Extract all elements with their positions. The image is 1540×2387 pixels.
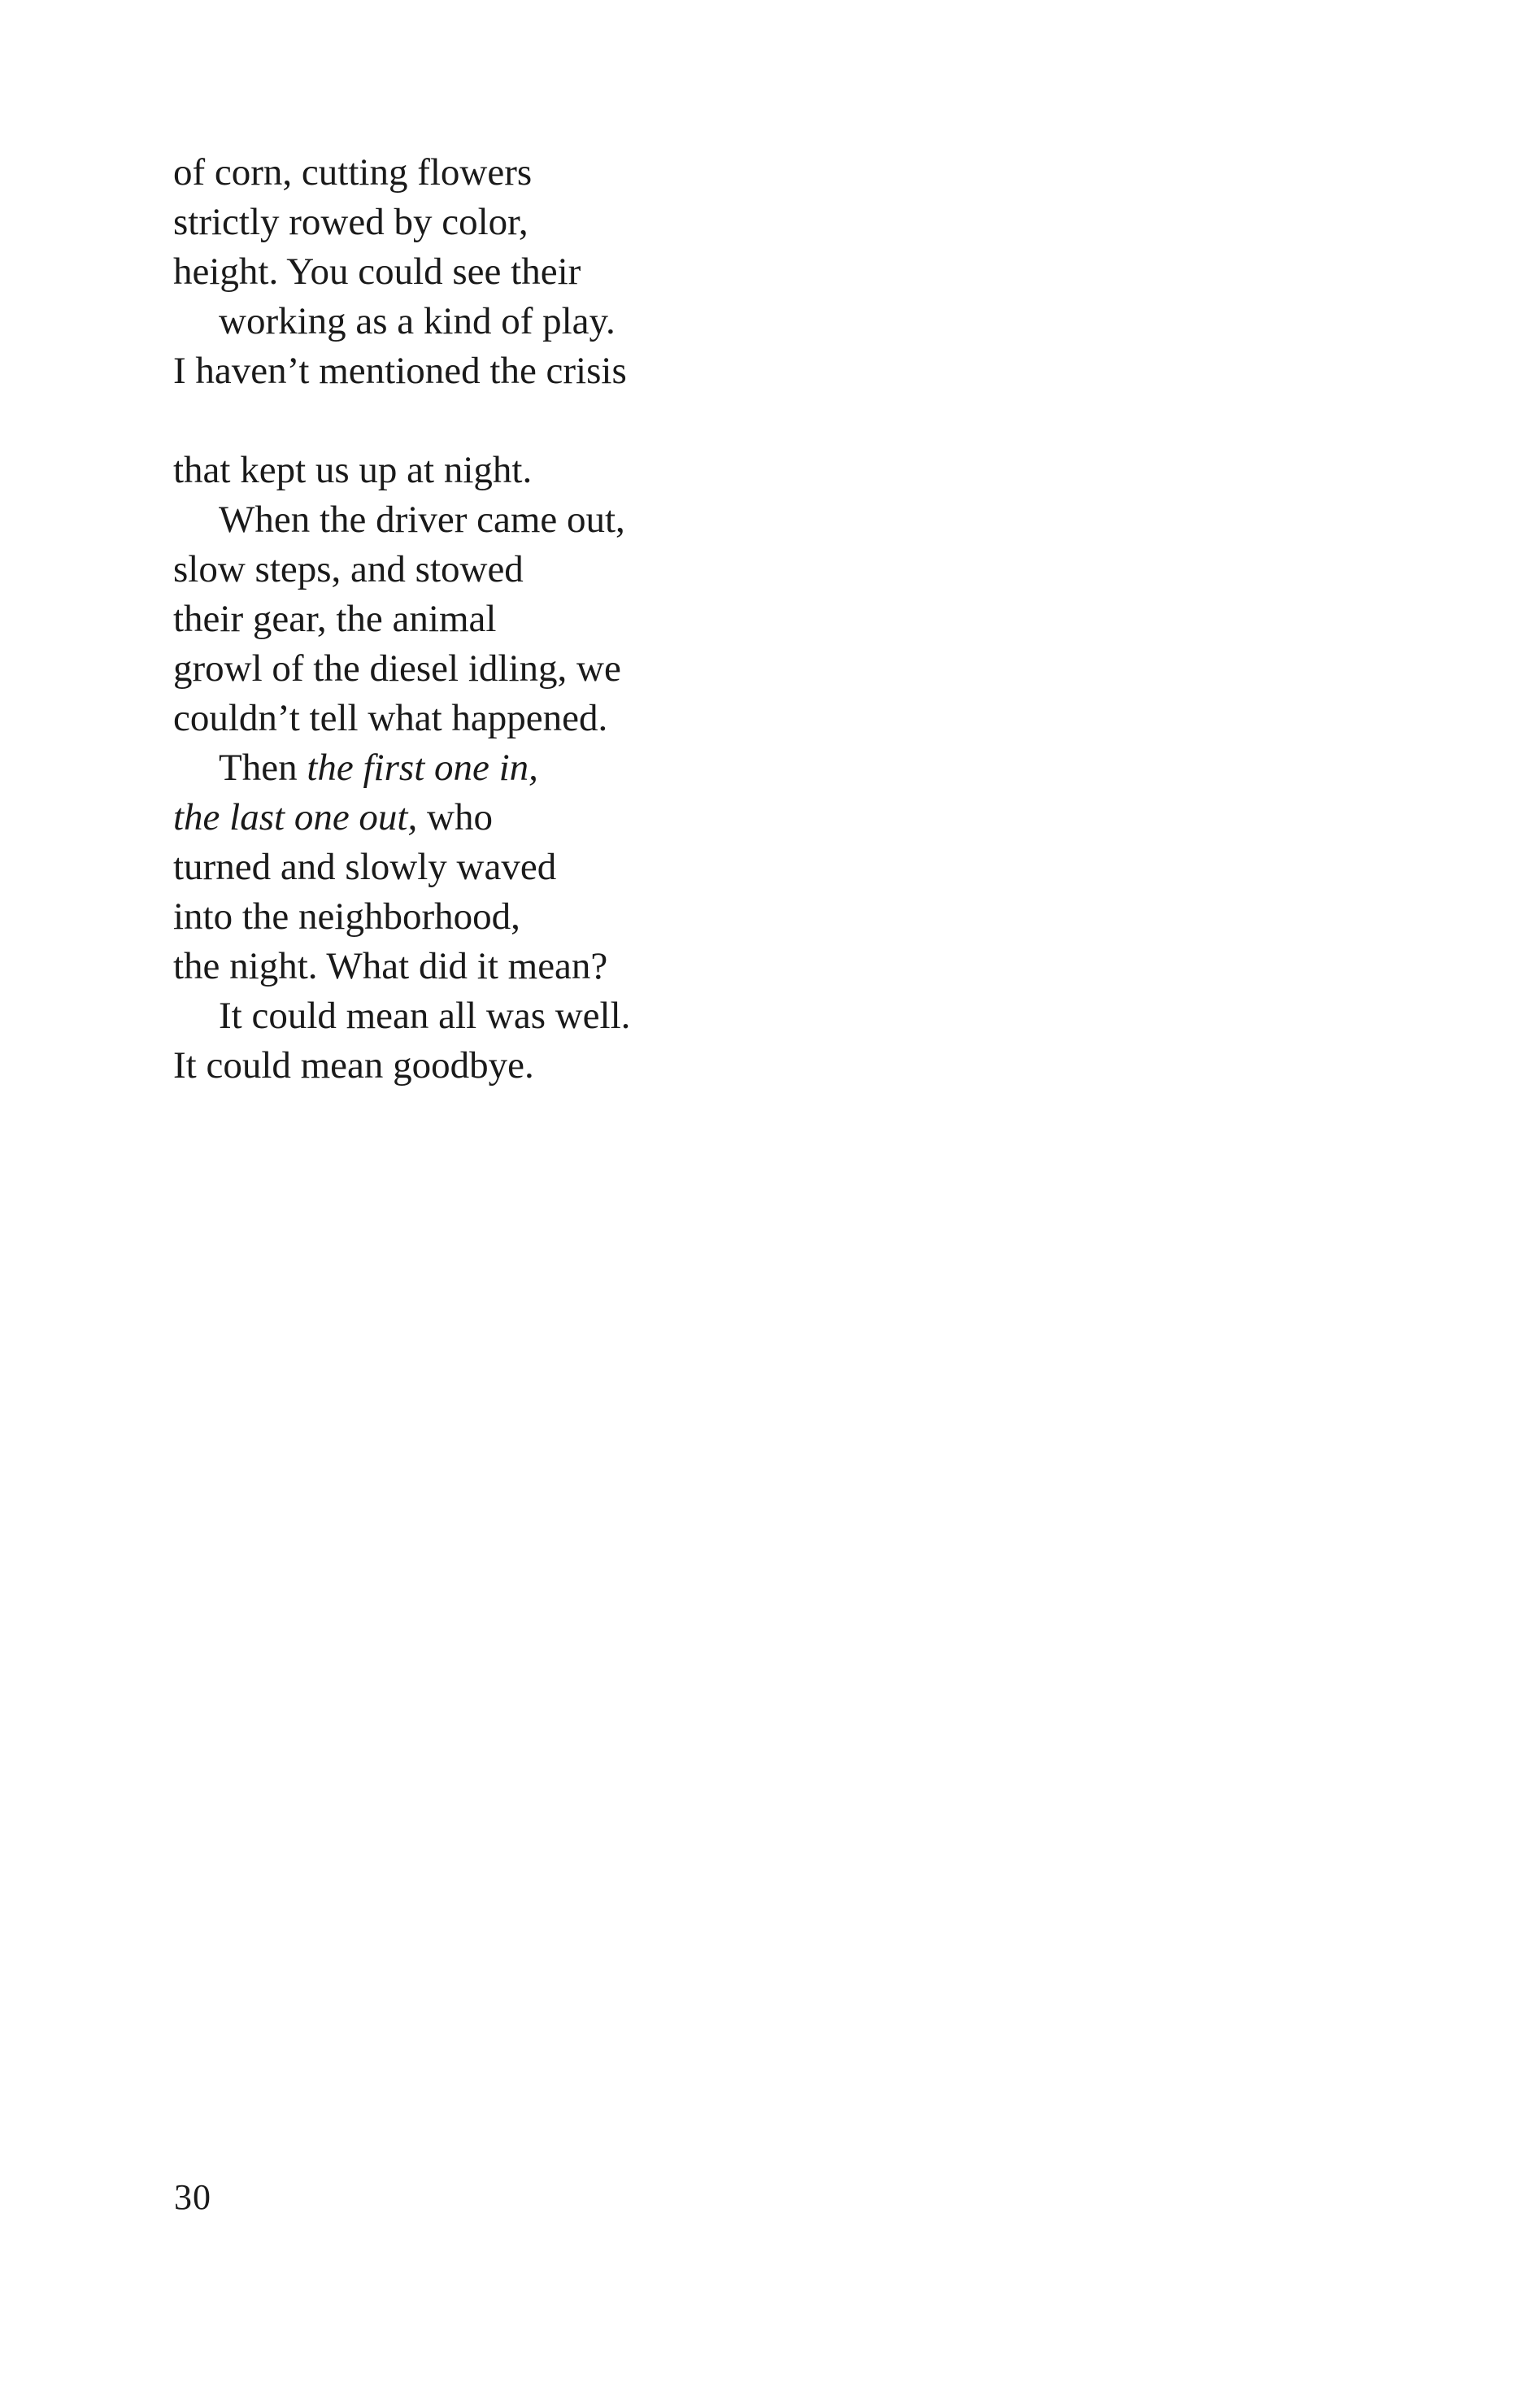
- poem-line-indented: working as a kind of play.: [219, 300, 616, 342]
- poem-line: I haven’t mentioned the crisis: [173, 350, 627, 392]
- poem-line: the night. What did it mean?: [173, 945, 608, 987]
- poem-line: their gear, the animal: [173, 598, 497, 640]
- poem-line-indented: [173, 743, 1312, 793]
- italic-phrase: the first one in,: [307, 747, 538, 789]
- poem-body: [173, 148, 1312, 1091]
- poem-line: growl of the diesel idling, we: [173, 647, 621, 690]
- line-text: Then: [219, 747, 307, 789]
- poem-line: that kept us up at night.: [173, 449, 533, 491]
- page-number: 30: [174, 2177, 211, 2217]
- stanza-1: [173, 148, 1312, 396]
- poem-line: height. You could see their: [173, 250, 581, 293]
- poem-line: slow steps, and stowed: [173, 548, 524, 590]
- poem-line: of corn, cutting flowers: [173, 151, 533, 194]
- poem-line-indented: When the driver came out,: [219, 499, 625, 541]
- poem-line: into the neighborhood,: [173, 895, 520, 938]
- poem-line: strictly rowed by color,: [173, 201, 529, 243]
- stanza-2: [173, 446, 1312, 1091]
- poem-line: [173, 793, 1312, 843]
- poem-line-indented: It could mean all was well.: [219, 995, 631, 1037]
- poem-line: It could mean goodbye.: [173, 1044, 534, 1087]
- poem-line: turned and slowly waved: [173, 846, 557, 888]
- poem-line: couldn’t tell what happened.: [173, 697, 608, 739]
- italic-phrase: the last one out,: [173, 796, 418, 838]
- line-text: who: [417, 796, 493, 838]
